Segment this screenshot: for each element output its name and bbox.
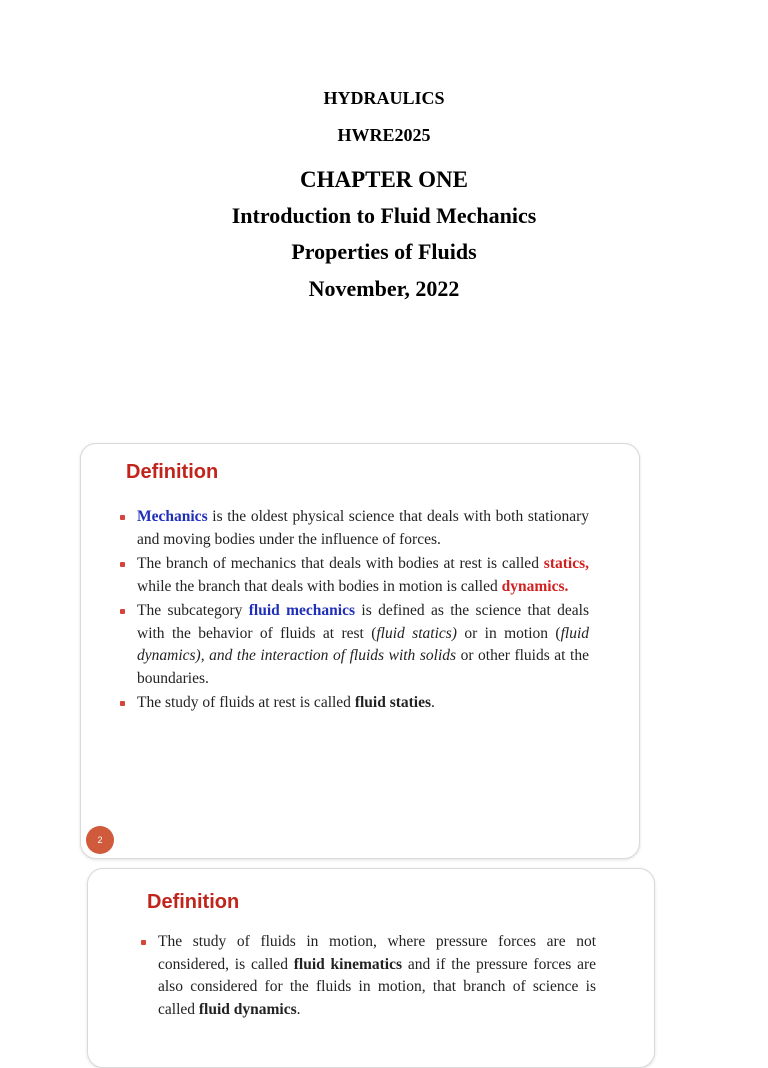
list-item [137, 506, 589, 551]
bullet-icon [120, 701, 125, 706]
bullet-text: . [431, 694, 435, 711]
bullet-text: The subcategory [137, 602, 249, 619]
bullet-text: or other fluids at the boundaries. [137, 647, 589, 687]
bullet-list [158, 931, 596, 1023]
chapter-subtitle-1: Introduction to Fluid Mechanics [231, 203, 537, 228]
slide-definition-1 [80, 443, 640, 859]
bullet-icon [120, 515, 125, 520]
chapter-subtitle-2: Properties of Fluids [291, 239, 477, 264]
term-fluid-statics: fluid statics) [376, 624, 457, 642]
chapter-title: CHAPTER ONE [299, 167, 469, 192]
course-code: HWRE2025 [337, 125, 431, 145]
list-item [137, 692, 589, 715]
slide-definition-2 [87, 868, 655, 1068]
course-name: HYDRAULICS [323, 88, 445, 108]
bullet-list [137, 506, 589, 717]
term-statics: statics, [543, 555, 589, 572]
bullet-text: The study of fluids in motion, where pressure forces are not considered, is called [158, 933, 596, 973]
bullet-text: . [296, 1000, 301, 1018]
term-fluid-mechanics: fluid mechanics [248, 602, 356, 619]
bullet-text: is defined as the science that deals with the behavior of fluids at rest ( [137, 602, 589, 642]
term-fluid-dynamics: fluid dynamics), and the interaction of fluids with solids [137, 624, 589, 664]
bullet-icon [120, 609, 125, 614]
bullet-text: and if the pressure forces are also considered for the fluids in motion, that branch of science is called [158, 955, 597, 1018]
bullet-text: The study of fluids at rest is called [137, 694, 355, 711]
bullet-text: or in motion ( [456, 624, 561, 642]
bullet-text: The branch of mechanics that deals with bodies at rest is called [137, 555, 544, 572]
slide-heading: Definition [126, 461, 219, 483]
bullet-text: while the branch that deals with bodies in motion is called [137, 577, 502, 595]
document-date: November, 2022 [308, 276, 460, 301]
term-fluid-kinematics: fluid kinematics [293, 955, 403, 973]
bullet-icon [141, 940, 146, 945]
slide-heading: Definition [147, 891, 240, 913]
page-number-badge: 2 [86, 826, 114, 854]
list-item [137, 600, 589, 690]
bullet-icon [120, 562, 125, 567]
list-item [158, 931, 596, 1021]
term-mechanics: Mechanics [137, 508, 208, 525]
term-fluid-staties: fluid staties [354, 694, 432, 711]
list-item [137, 553, 589, 598]
term-fluid-dynamics: fluid dynamics [198, 1000, 297, 1018]
term-dynamics: dynamics. [501, 577, 569, 595]
bullet-text: is the oldest physical science that deals with both stationary and moving bodies under the influence of forces. [137, 508, 589, 548]
